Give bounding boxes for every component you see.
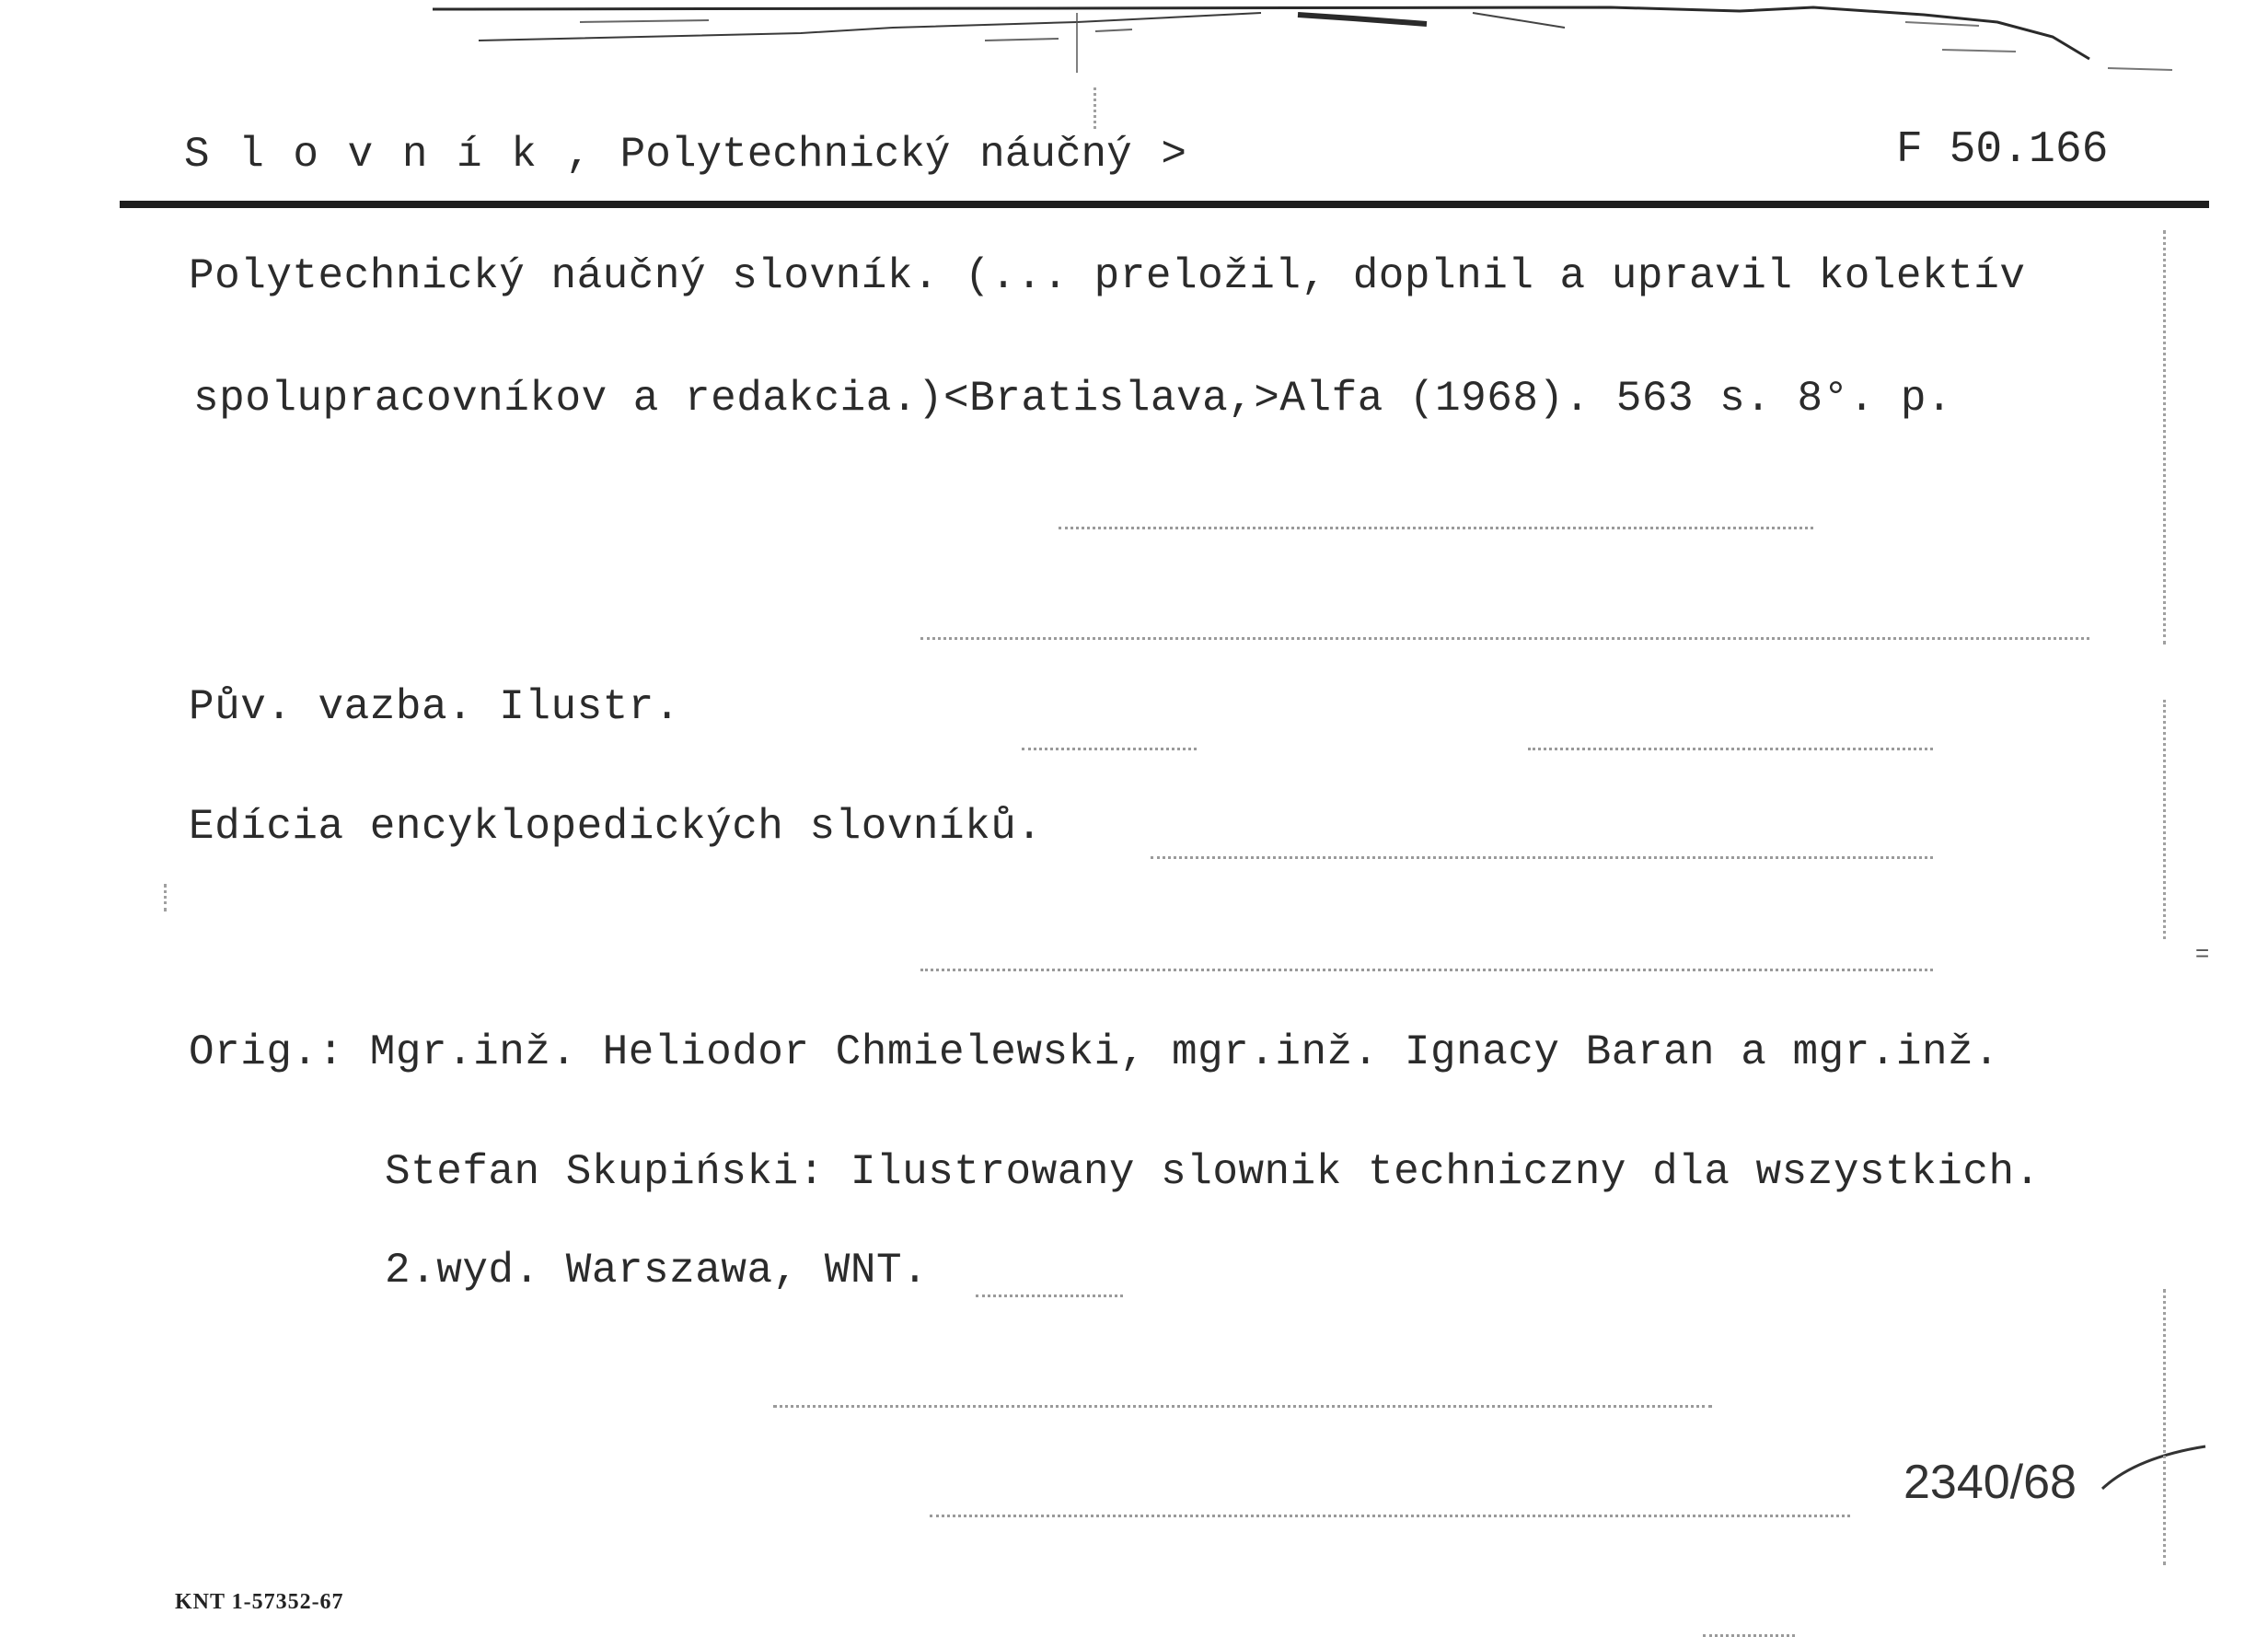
guide-line xyxy=(1151,856,1933,859)
series-note: Edícia encyklopedických slovníků. xyxy=(189,803,1043,851)
original-line-3: 2.wyd. Warszawa, WNT. xyxy=(385,1247,929,1295)
right-edge-marks xyxy=(2163,1289,2166,1565)
footer-code: KNT 1-57352-67 xyxy=(175,1590,344,1614)
guide-line xyxy=(976,1295,1123,1297)
description-line-2: spolupracovníkov a redakcia.)<Bratislava,>Alfa (1968). 563 s. 8°. p. xyxy=(193,375,1953,423)
guide-line xyxy=(1059,527,1813,529)
guide-line xyxy=(920,637,2089,640)
torn-top-edge-decoration xyxy=(433,4,2181,77)
heading-rule xyxy=(120,201,2209,208)
guide-line xyxy=(930,1515,1850,1517)
original-line-2: Stefan Skupiński: Ilustrowany slownik techniczny dla wszystkich. xyxy=(385,1148,2041,1196)
accession-number: 2340/68 xyxy=(1904,1456,2077,1509)
description-line-1: Polytechnický náučný slovník. (... preložil, doplnil a upravil kolektív xyxy=(189,252,2026,300)
shelfmark: F 50.166 xyxy=(1896,125,2109,175)
guide-line xyxy=(773,1405,1712,1408)
margin-tick xyxy=(1094,87,1096,129)
guide-line xyxy=(920,969,1933,971)
right-edge-marks xyxy=(2163,230,2166,644)
heading-title: S l o v n í k , Polytechnický náučný > xyxy=(184,131,1186,179)
right-edge-marks xyxy=(2163,700,2166,939)
left-edge-marks xyxy=(164,884,167,911)
edge-glyph: = xyxy=(2195,939,2210,967)
original-line-1: Orig.: Mgr.inž. Heliodor Chmielewski, mgr.inž. Ignacy Baran a mgr.inž. xyxy=(189,1028,2000,1076)
accession-flourish xyxy=(2099,1441,2209,1496)
guide-line xyxy=(1022,748,1197,750)
binding-note: Pův. vazba. Ilustr. xyxy=(189,683,680,731)
guide-line xyxy=(1528,748,1933,750)
